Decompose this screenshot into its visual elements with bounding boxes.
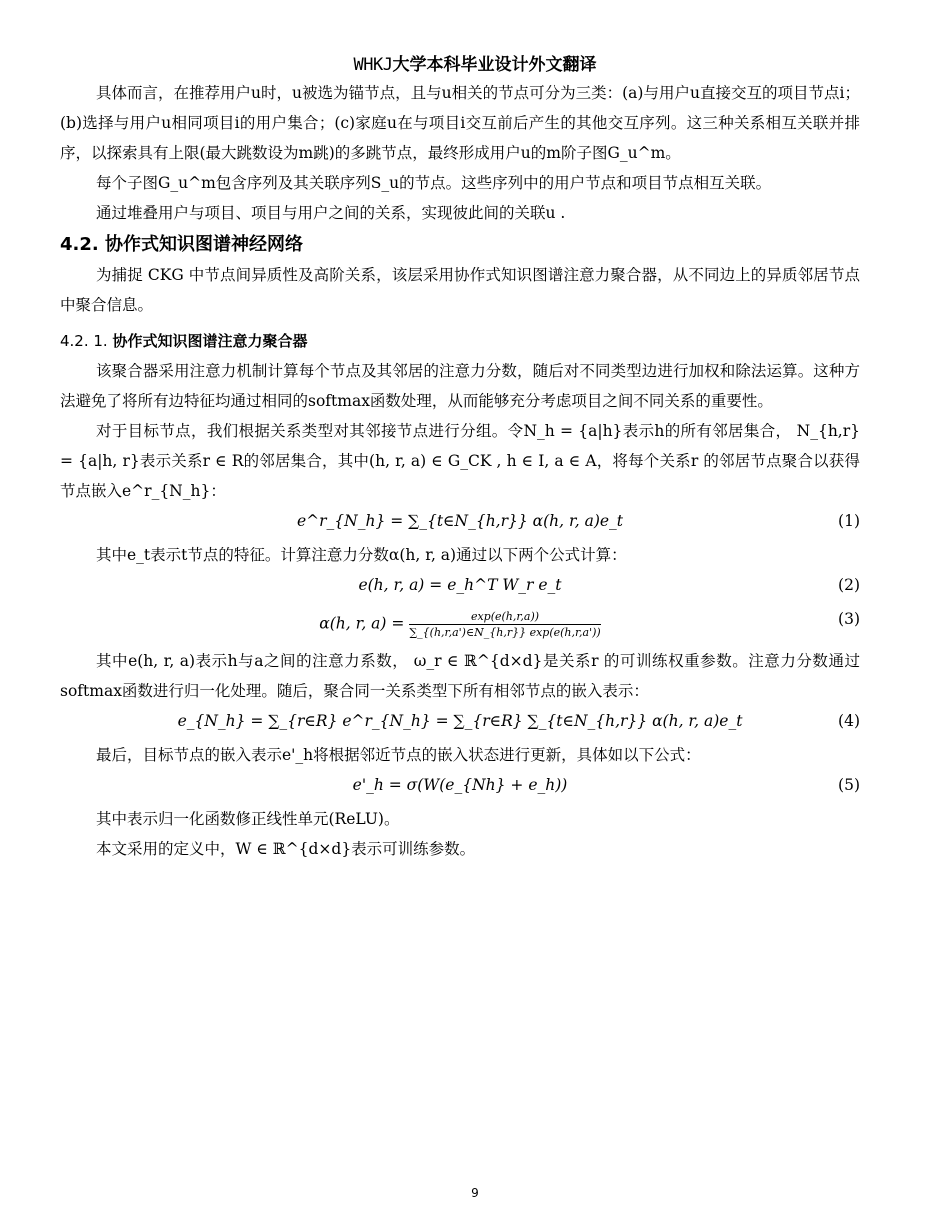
section-heading: [60, 230, 860, 260]
page-number: 9: [471, 1186, 479, 1200]
paragraph: 本文采用的定义中，W ∈ ℝ^{d×d}表示可训练参数。: [96, 840, 476, 858]
fraction-numerator: exp(e(h,r,a)): [409, 610, 600, 625]
equation-number: (5): [838, 776, 860, 794]
header-prefix: WHKJ: [353, 55, 393, 75]
equation-fraction: [409, 610, 600, 639]
paragraph: 为捕捉 CKG 中节点间异质性及高阶关系，该层采用协作式知识图谱注意力聚合器，从不同边上的异质邻居节点中聚合信息。: [60, 266, 860, 314]
equation-4: [60, 706, 860, 740]
running-header: [0, 50, 950, 75]
equation-formula: e(h, r, a) = e_h^T W_r e_t: [358, 576, 562, 594]
subsection-title: 协作式知识图谱注意力聚合器: [112, 332, 308, 350]
paragraph: 其中表示归一化函数修正线性单元(ReLU)。: [96, 810, 400, 828]
fraction-denominator: ∑_{(h,r,a')∈N_{h,r}} exp(e(h,r,a')): [409, 626, 601, 639]
equation-number: (2): [838, 576, 860, 594]
paragraph: 最后，目标节点的嵌入表示e'_h将根据邻近节点的嵌入状态进行更新，具体如以下公式：: [96, 746, 701, 764]
equation-lhs: α(h, r, a) =: [319, 614, 405, 633]
equation-formula: e^r_{N_h} = ∑_{t∈N_{h,r}} α(h, r, a)e_t: [296, 512, 624, 530]
equation-1: [60, 506, 860, 540]
body-content: [60, 78, 860, 864]
subsection-heading: [60, 326, 860, 356]
paragraph: 对于目标节点，我们根据关系类型对其邻接节点进行分组。令N_h = {a|h}表示h的所有邻居集合， N_{h,r} = {a|h, r}表示关系r ∈ R的邻居集合，其中(h, r, a) ∈ G_CK , h ∈ I, a ∈ A，将每个关系r 的邻居节点聚合以获得节点嵌入e^r_{N_h}：: [60, 422, 860, 500]
equation-formula: [60, 610, 860, 639]
paragraph: 该聚合器采用注意力机制计算每个节点及其邻居的注意力分数，随后对不同类型边进行加权和除法运算。这种方法避免了将所有边特征均通过相同的softmax函数处理，从而能够充分考虑项目之间不同关系的重要性。: [60, 362, 860, 410]
equation-number: (3): [838, 610, 860, 628]
section-title: 协作式知识图谱神经网络: [105, 234, 304, 255]
equation-formula: e_{N_h} = ∑_{r∈R} e^r_{N_h} = ∑_{r∈R} ∑_{t∈N_{h,r}} α(h, r, a)e_t: [177, 712, 743, 730]
paragraph: 其中e_t表示t节点的特征。计算注意力分数α(h, r, a)通过以下两个公式计算：: [96, 546, 627, 564]
paragraph: 其中e(h, r, a)表示h与a之间的注意力系数， ω_r ∈ ℝ^{d×d}是关系r 的可训练权重参数。注意力分数通过softmax函数进行归一化处理。随后，聚合同一关系类型下所有相邻节点的嵌入表示：: [60, 652, 860, 700]
header-title: 大学本科毕业设计外文翻译: [392, 55, 597, 75]
equation-2: [60, 570, 860, 604]
paragraph: 具体而言，在推荐用户u时，u被选为锚节点，且与u相关的节点可分为三类：(a)与用户u直接交互的项目节点i；(b)选择与用户u相同项目i的用户集合；(c)家庭u在与项目i交互前后产生的其他交互序列。这三种关系相互关联并排序，以探索具有上限(最大跳数设为m跳)的多跳节点，最终形成用户u的m阶子图G_u^m。: [60, 84, 860, 162]
section-number: 4.2.: [60, 234, 99, 255]
equation-3: [60, 604, 860, 646]
equation-5: [60, 770, 860, 804]
equation-number: (1): [838, 512, 860, 530]
equation-number: (4): [838, 712, 860, 730]
equation-formula: e'_h = σ(W(e_{Nh} + e_h)): [352, 776, 568, 794]
subsection-number: 4.2. 1.: [60, 332, 108, 350]
paragraph: 通过堆叠用户与项目、项目与用户之间的关系，实现彼此间的关联u .: [96, 204, 566, 222]
paragraph: 每个子图G_u^m包含序列及其关联序列S_u的节点。这些序列中的用户节点和项目节点相互关联。: [96, 174, 772, 192]
